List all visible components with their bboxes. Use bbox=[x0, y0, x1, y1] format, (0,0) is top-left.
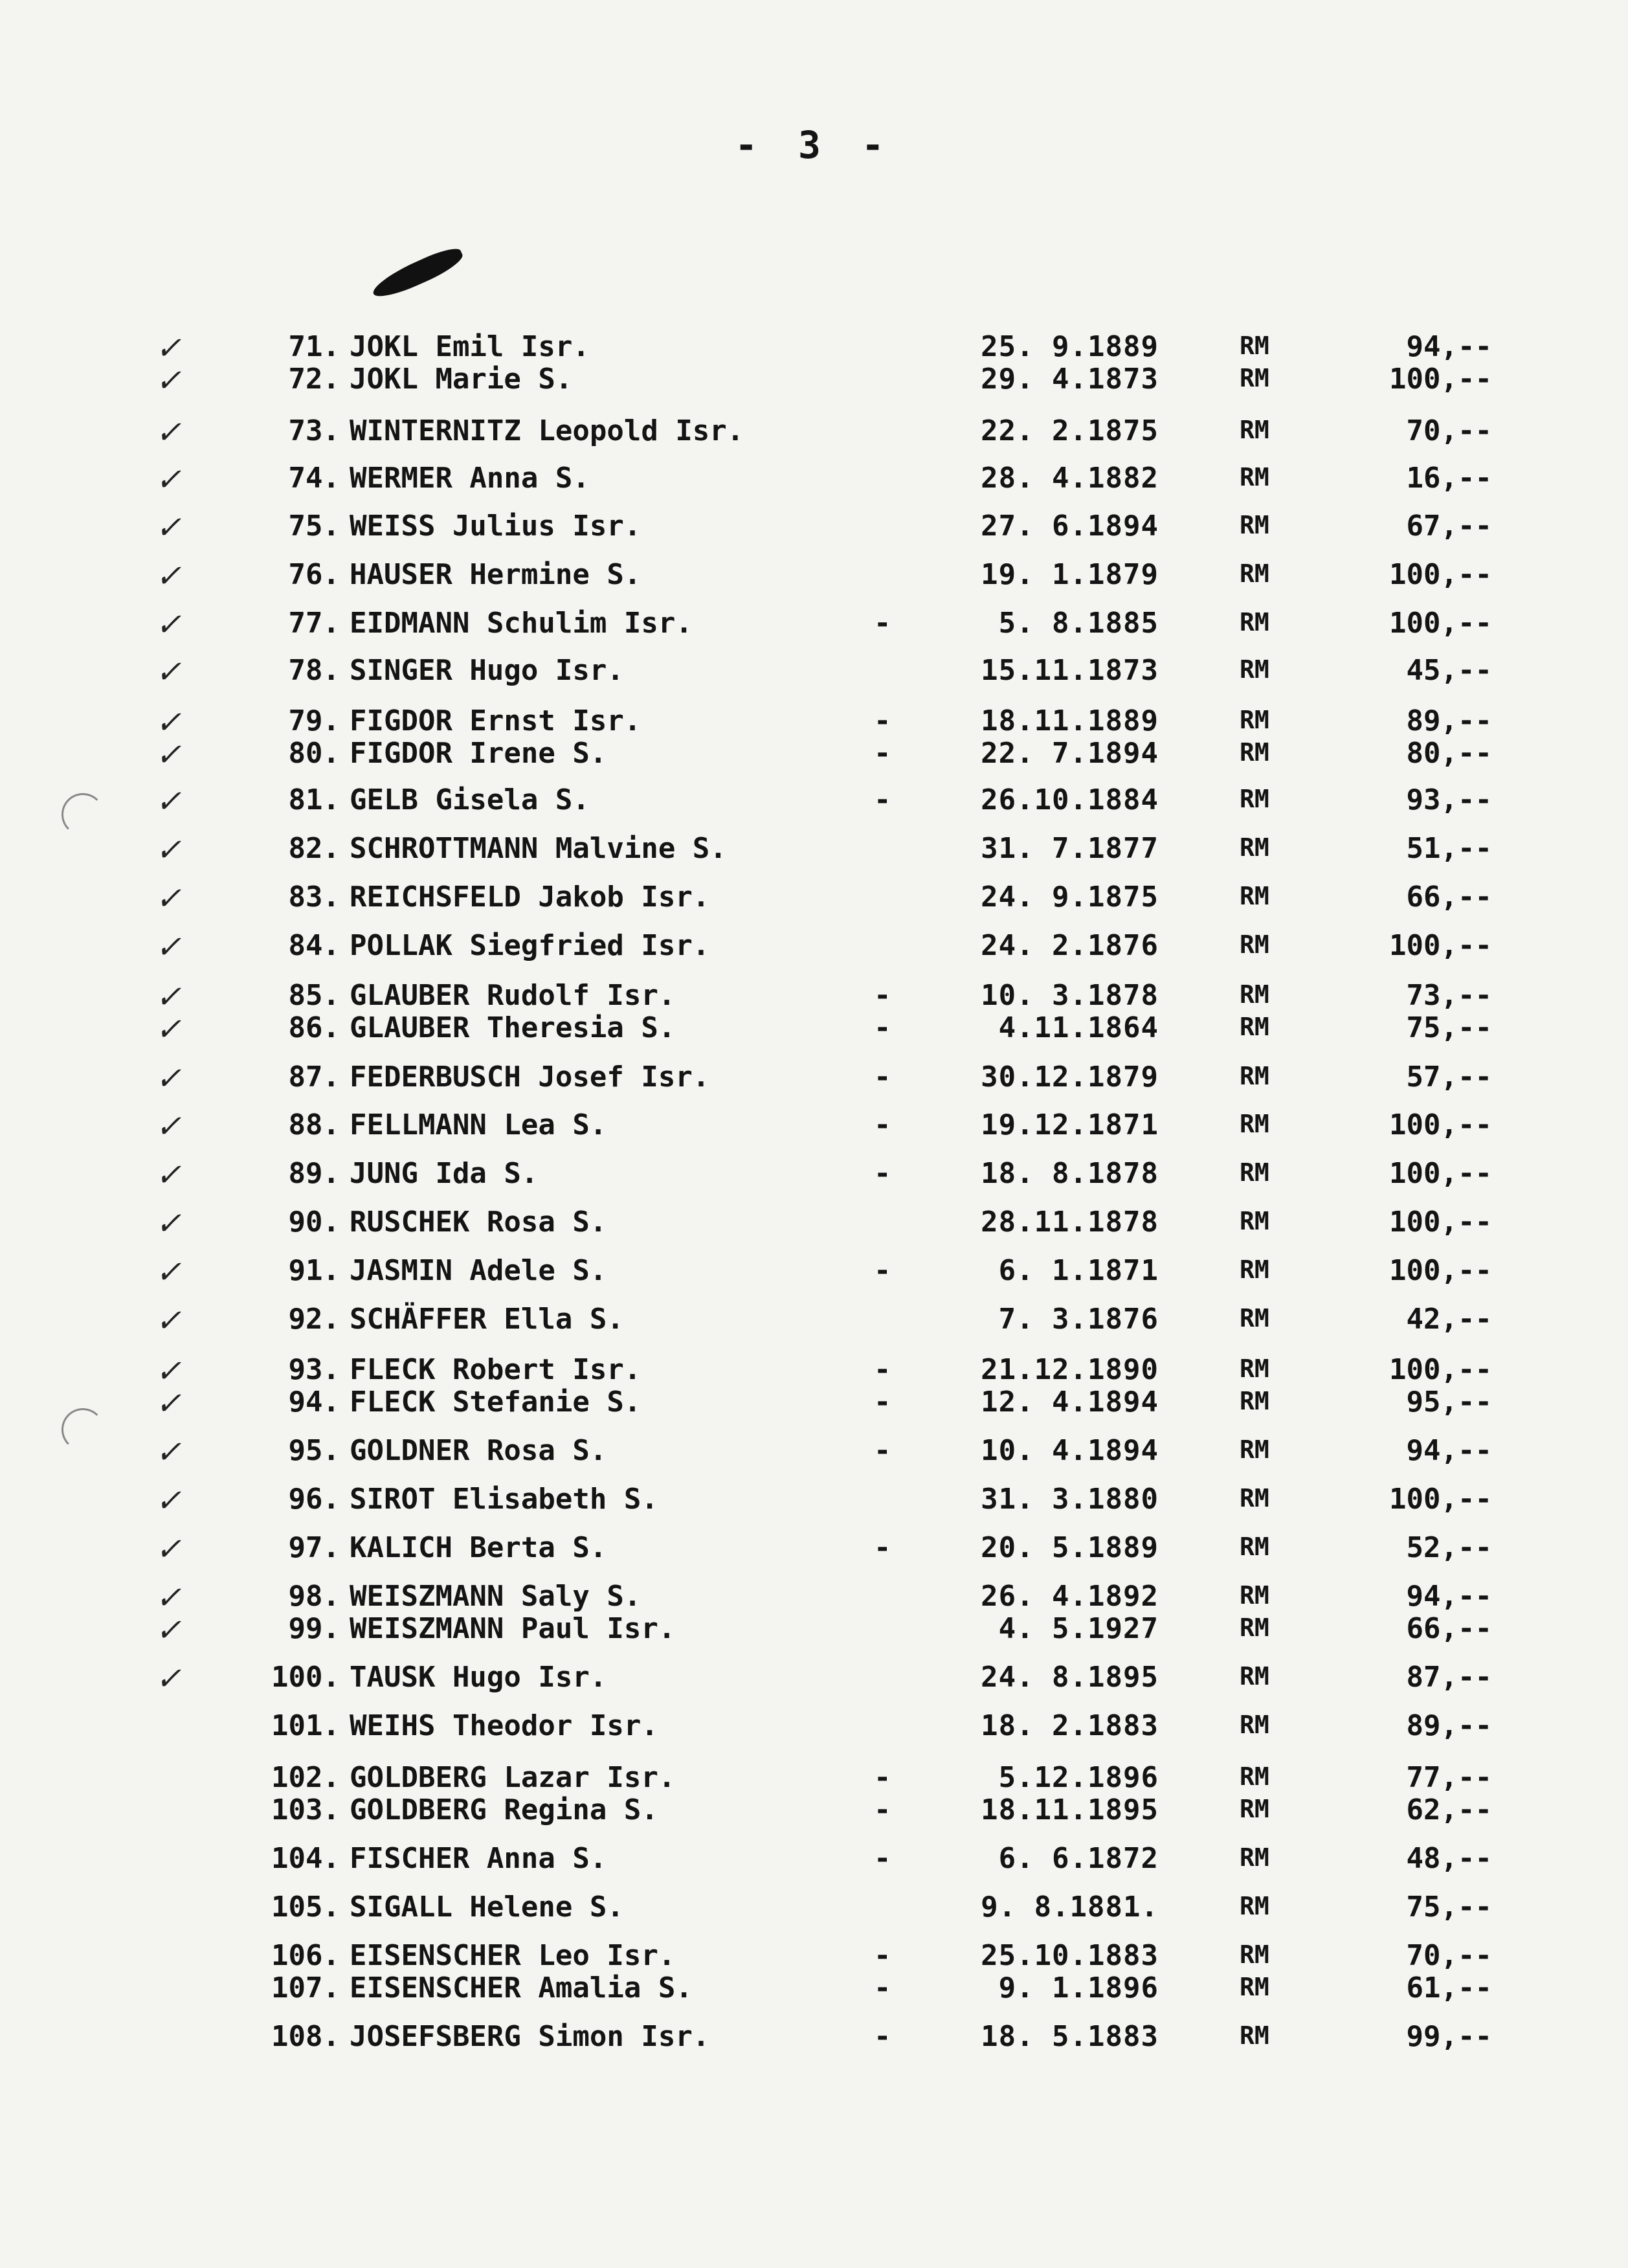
birth-date: 7. 3.1876 bbox=[998, 1303, 1159, 1336]
ledger-row bbox=[0, 1254, 1628, 1292]
check-mark: ✓ bbox=[155, 330, 182, 366]
currency-label: RM bbox=[1240, 1207, 1269, 1235]
currency-label: RM bbox=[1240, 1940, 1269, 1969]
currency-label: RM bbox=[1240, 2021, 1269, 2050]
birth-date: 12. 4.1894 bbox=[981, 1386, 1159, 1419]
birth-date: 18. 5.1883 bbox=[981, 2020, 1159, 2053]
currency-label: RM bbox=[1240, 1255, 1269, 1284]
birth-date: 24. 9.1875 bbox=[981, 881, 1159, 914]
entry-number: 82. bbox=[288, 832, 340, 865]
birth-date: 31. 3.1880 bbox=[981, 1483, 1159, 1516]
birth-date: 6. 6.1872 bbox=[998, 1842, 1159, 1875]
currency-label: RM bbox=[1240, 1892, 1269, 1920]
person-name: SIROT Elisabeth S. bbox=[350, 1483, 658, 1516]
currency-label: RM bbox=[1240, 1062, 1269, 1090]
entry-number: 99. bbox=[288, 1612, 340, 1645]
amount: 100,-- bbox=[1389, 1108, 1492, 1141]
currency-label: RM bbox=[1240, 1662, 1269, 1690]
person-name: GLAUBER Rudolf Isr. bbox=[350, 979, 676, 1012]
check-mark: ✓ bbox=[155, 414, 182, 451]
amount: 16,-- bbox=[1406, 462, 1492, 495]
birth-date: 4. 5.1927 bbox=[998, 1612, 1159, 1645]
birth-date: 25.10.1883 bbox=[981, 1939, 1159, 1972]
person-name: JASMIN Adele S. bbox=[350, 1254, 607, 1287]
person-name: WINTERNITZ Leopold Isr. bbox=[350, 414, 744, 447]
currency-label: RM bbox=[1240, 1013, 1269, 1041]
amount: 45,-- bbox=[1406, 654, 1492, 687]
entry-number: 105. bbox=[271, 1891, 340, 1924]
person-name: EISENSCHER Amalia S. bbox=[350, 1971, 693, 2004]
person-name: FISCHER Anna S. bbox=[350, 1842, 607, 1875]
margin-dash: - bbox=[874, 1842, 891, 1875]
person-name: JOKL Emil Isr. bbox=[350, 330, 590, 363]
entry-number: 88. bbox=[288, 1108, 340, 1141]
currency-label: RM bbox=[1240, 416, 1269, 444]
birth-date: 18.11.1889 bbox=[981, 704, 1159, 737]
person-name: GELB Gisela S. bbox=[350, 783, 590, 816]
birth-date: 5.12.1896 bbox=[998, 1761, 1159, 1794]
margin-dash: - bbox=[874, 607, 891, 640]
currency-label: RM bbox=[1240, 833, 1269, 862]
person-name: POLLAK Siegfried Isr. bbox=[350, 929, 710, 962]
amount: 77,-- bbox=[1406, 1761, 1492, 1794]
ledger-row bbox=[0, 558, 1628, 596]
entry-number: 86. bbox=[288, 1011, 340, 1044]
entry-number: 96. bbox=[288, 1483, 340, 1516]
entry-number: 74. bbox=[288, 462, 340, 495]
currency-label: RM bbox=[1240, 1613, 1269, 1642]
birth-date: 15.11.1873 bbox=[981, 654, 1159, 687]
margin-dash: - bbox=[874, 1761, 891, 1794]
ledger-row bbox=[0, 1661, 1628, 1698]
currency-label: RM bbox=[1240, 463, 1269, 491]
birth-date: 25. 9.1889 bbox=[981, 330, 1159, 363]
amount: 80,-- bbox=[1406, 737, 1492, 770]
margin-dash: - bbox=[874, 1353, 891, 1386]
amount: 42,-- bbox=[1406, 1303, 1492, 1336]
person-name: WEISS Julius Isr. bbox=[350, 510, 641, 543]
currency-label: RM bbox=[1240, 1762, 1269, 1791]
ledger-row bbox=[0, 1108, 1628, 1146]
ledger-row bbox=[0, 462, 1628, 499]
currency-label: RM bbox=[1240, 1795, 1269, 1823]
margin-dash: - bbox=[874, 979, 891, 1012]
person-name: WEISZMANN Saly S. bbox=[350, 1580, 641, 1613]
entry-number: 72. bbox=[288, 363, 340, 396]
ledger-row bbox=[0, 1709, 1628, 1747]
currency-label: RM bbox=[1240, 1110, 1269, 1138]
margin-dash: - bbox=[874, 737, 891, 770]
entry-number: 97. bbox=[288, 1531, 340, 1564]
margin-dash: - bbox=[874, 1011, 891, 1044]
ledger-row bbox=[0, 737, 1628, 774]
person-name: GOLDNER Rosa S. bbox=[350, 1434, 607, 1467]
person-name: WEISZMANN Paul Isr. bbox=[350, 1612, 676, 1645]
entry-number: 107. bbox=[271, 1971, 340, 2004]
ledger-row bbox=[0, 1612, 1628, 1650]
amount: 100,-- bbox=[1389, 1157, 1492, 1190]
check-mark: ✓ bbox=[155, 1303, 182, 1339]
check-mark: ✓ bbox=[155, 1011, 182, 1048]
person-name: SCHÄFFER Ella S. bbox=[350, 1303, 624, 1336]
page-number: - 3 - bbox=[735, 123, 893, 167]
check-mark: ✓ bbox=[155, 1157, 182, 1193]
person-name: JOSEFSBERG Simon Isr. bbox=[350, 2020, 710, 2053]
person-name: GOLDBERG Regina S. bbox=[350, 1793, 658, 1826]
ledger-row bbox=[0, 929, 1628, 967]
entry-number: 101. bbox=[271, 1709, 340, 1742]
birth-date: 4.11.1864 bbox=[998, 1011, 1159, 1044]
check-mark: ✓ bbox=[155, 1434, 182, 1470]
entry-number: 91. bbox=[288, 1254, 340, 1287]
check-mark: ✓ bbox=[155, 929, 182, 965]
check-mark: ✓ bbox=[155, 1531, 182, 1567]
currency-label: RM bbox=[1240, 882, 1269, 910]
amount: 66,-- bbox=[1406, 1612, 1492, 1645]
birth-date: 31. 7.1877 bbox=[981, 832, 1159, 865]
entry-number: 94. bbox=[288, 1386, 340, 1419]
amount: 100,-- bbox=[1389, 607, 1492, 640]
check-mark: ✓ bbox=[155, 832, 182, 868]
amount: 66,-- bbox=[1406, 881, 1492, 914]
birth-date: 18.11.1895 bbox=[981, 1793, 1159, 1826]
birth-date: 24. 8.1895 bbox=[981, 1661, 1159, 1694]
person-name: GLAUBER Theresia S. bbox=[350, 1011, 676, 1044]
amount: 48,-- bbox=[1406, 1842, 1492, 1875]
ink-blot bbox=[369, 243, 467, 303]
person-name: KALICH Berta S. bbox=[350, 1531, 607, 1564]
person-name: REICHSFELD Jakob Isr. bbox=[350, 881, 710, 914]
ledger-row bbox=[0, 1531, 1628, 1569]
amount: 94,-- bbox=[1406, 1434, 1492, 1467]
ledger-row bbox=[0, 510, 1628, 547]
check-mark: ✓ bbox=[155, 979, 182, 1015]
currency-label: RM bbox=[1240, 1304, 1269, 1332]
check-mark: ✓ bbox=[155, 1061, 182, 1097]
ledger-row bbox=[0, 363, 1628, 400]
person-name: GOLDBERG Lazar Isr. bbox=[350, 1761, 676, 1794]
birth-date: 20. 5.1889 bbox=[981, 1531, 1159, 1564]
margin-dash: - bbox=[874, 1386, 891, 1419]
margin-dash: - bbox=[874, 1434, 891, 1467]
person-name: SCHROTTMANN Malvine S. bbox=[350, 832, 727, 865]
person-name: WERMER Anna S. bbox=[350, 462, 590, 495]
birth-date: 28. 4.1882 bbox=[981, 462, 1159, 495]
currency-label: RM bbox=[1240, 1711, 1269, 1739]
amount: 94,-- bbox=[1406, 1580, 1492, 1613]
entry-number: 81. bbox=[288, 783, 340, 816]
ledger-row bbox=[0, 1206, 1628, 1243]
check-mark: ✓ bbox=[155, 607, 182, 643]
birth-date: 21.12.1890 bbox=[981, 1353, 1159, 1386]
person-name: FIGDOR Ernst Isr. bbox=[350, 704, 641, 737]
check-mark: ✓ bbox=[155, 654, 182, 690]
margin-dash: - bbox=[874, 1108, 891, 1141]
amount: 95,-- bbox=[1406, 1386, 1492, 1419]
ledger-row bbox=[0, 1842, 1628, 1880]
amount: 89,-- bbox=[1406, 704, 1492, 737]
currency-label: RM bbox=[1240, 608, 1269, 636]
currency-label: RM bbox=[1240, 706, 1269, 734]
margin-dash: - bbox=[874, 1971, 891, 2004]
amount: 73,-- bbox=[1406, 979, 1492, 1012]
check-mark: ✓ bbox=[155, 1580, 182, 1616]
currency-label: RM bbox=[1240, 1581, 1269, 1610]
check-mark: ✓ bbox=[155, 1612, 182, 1648]
check-mark: ✓ bbox=[155, 462, 182, 498]
ledger-row bbox=[0, 1157, 1628, 1195]
check-mark: ✓ bbox=[155, 363, 182, 399]
person-name: SIGALL Helene S. bbox=[350, 1891, 624, 1924]
amount: 52,-- bbox=[1406, 1531, 1492, 1564]
margin-dash: - bbox=[874, 2020, 891, 2053]
entry-number: 93. bbox=[288, 1353, 340, 1386]
amount: 67,-- bbox=[1406, 510, 1492, 543]
entry-number: 85. bbox=[288, 979, 340, 1012]
birth-date: 5. 8.1885 bbox=[998, 607, 1159, 640]
check-mark: ✓ bbox=[155, 1206, 182, 1242]
check-mark: ✓ bbox=[155, 881, 182, 917]
birth-date: 24. 2.1876 bbox=[981, 929, 1159, 962]
entry-number: 73. bbox=[288, 414, 340, 447]
currency-label: RM bbox=[1240, 559, 1269, 588]
amount: 61,-- bbox=[1406, 1971, 1492, 2004]
birth-date: 18. 8.1878 bbox=[981, 1157, 1159, 1190]
margin-dash: - bbox=[874, 783, 891, 816]
birth-date: 26. 4.1892 bbox=[981, 1580, 1159, 1613]
entry-number: 77. bbox=[288, 607, 340, 640]
currency-label: RM bbox=[1240, 511, 1269, 539]
birth-date: 10. 3.1878 bbox=[981, 979, 1159, 1012]
entry-number: 100. bbox=[271, 1661, 340, 1694]
person-name: FEDERBUSCH Josef Isr. bbox=[350, 1061, 710, 1094]
check-mark: ✓ bbox=[155, 737, 182, 773]
entry-number: 103. bbox=[271, 1793, 340, 1826]
currency-label: RM bbox=[1240, 785, 1269, 813]
check-mark: ✓ bbox=[155, 1254, 182, 1290]
currency-label: RM bbox=[1240, 930, 1269, 959]
amount: 89,-- bbox=[1406, 1709, 1492, 1742]
entry-number: 78. bbox=[288, 654, 340, 687]
entry-number: 84. bbox=[288, 929, 340, 962]
ledger-row bbox=[0, 783, 1628, 821]
amount: 100,-- bbox=[1389, 1254, 1492, 1287]
check-mark: ✓ bbox=[155, 1386, 182, 1422]
birth-date: 10. 4.1894 bbox=[981, 1434, 1159, 1467]
currency-label: RM bbox=[1240, 1843, 1269, 1872]
amount: 94,-- bbox=[1406, 330, 1492, 363]
entry-number: 102. bbox=[271, 1761, 340, 1794]
person-name: EISENSCHER Leo Isr. bbox=[350, 1939, 676, 1972]
ledger-row bbox=[0, 1061, 1628, 1098]
amount: 100,-- bbox=[1389, 1353, 1492, 1386]
person-name: WEIHS Theodor Isr. bbox=[350, 1709, 658, 1742]
birth-date: 28.11.1878 bbox=[981, 1206, 1159, 1239]
currency-label: RM bbox=[1240, 1387, 1269, 1415]
amount: 75,-- bbox=[1406, 1891, 1492, 1924]
amount: 99,-- bbox=[1406, 2020, 1492, 2053]
amount: 70,-- bbox=[1406, 1939, 1492, 1972]
person-name: RUSCHEK Rosa S. bbox=[350, 1206, 607, 1239]
currency-label: RM bbox=[1240, 655, 1269, 684]
currency-label: RM bbox=[1240, 1973, 1269, 2001]
amount: 62,-- bbox=[1406, 1793, 1492, 1826]
ledger-row bbox=[0, 1011, 1628, 1049]
person-name: FLECK Robert Isr. bbox=[350, 1353, 641, 1386]
entry-number: 92. bbox=[288, 1303, 340, 1336]
amount: 57,-- bbox=[1406, 1061, 1492, 1094]
person-name: JUNG Ida S. bbox=[350, 1157, 539, 1190]
check-mark: ✓ bbox=[155, 510, 182, 546]
ledger-row bbox=[0, 1386, 1628, 1423]
birth-date: 30.12.1879 bbox=[981, 1061, 1159, 1094]
entry-number: 79. bbox=[288, 704, 340, 737]
check-mark: ✓ bbox=[155, 558, 182, 594]
margin-dash: - bbox=[874, 1793, 891, 1826]
person-name: FLECK Stefanie S. bbox=[350, 1386, 641, 1419]
amount: 87,-- bbox=[1406, 1661, 1492, 1694]
currency-label: RM bbox=[1240, 738, 1269, 767]
person-name: FELLMANN Lea S. bbox=[350, 1108, 607, 1141]
entry-number: 75. bbox=[288, 510, 340, 543]
currency-label: RM bbox=[1240, 1354, 1269, 1383]
margin-dash: - bbox=[874, 1254, 891, 1287]
currency-label: RM bbox=[1240, 364, 1269, 392]
person-name: JOKL Marie S. bbox=[350, 363, 573, 396]
entry-number: 87. bbox=[288, 1061, 340, 1094]
amount: 75,-- bbox=[1406, 1011, 1492, 1044]
person-name: HAUSER Hermine S. bbox=[350, 558, 641, 591]
check-mark: ✓ bbox=[155, 1661, 182, 1697]
birth-date: 18. 2.1883 bbox=[981, 1709, 1159, 1742]
ledger-row bbox=[0, 607, 1628, 644]
birth-date: 29. 4.1873 bbox=[981, 363, 1159, 396]
currency-label: RM bbox=[1240, 1158, 1269, 1187]
amount: 51,-- bbox=[1406, 832, 1492, 865]
birth-date: 22. 2.1875 bbox=[981, 414, 1159, 447]
amount: 100,-- bbox=[1389, 929, 1492, 962]
ledger-row bbox=[0, 1971, 1628, 2009]
ledger-row bbox=[0, 1483, 1628, 1520]
margin-dash: - bbox=[874, 704, 891, 737]
amount: 100,-- bbox=[1389, 363, 1492, 396]
birth-date: 9. 8.1881. bbox=[981, 1891, 1159, 1924]
amount: 100,-- bbox=[1389, 1206, 1492, 1239]
birth-date: 19. 1.1879 bbox=[981, 558, 1159, 591]
check-mark: ✓ bbox=[155, 704, 182, 741]
amount: 70,-- bbox=[1406, 414, 1492, 447]
currency-label: RM bbox=[1240, 980, 1269, 1009]
amount: 100,-- bbox=[1389, 1483, 1492, 1516]
margin-dash: - bbox=[874, 1061, 891, 1094]
currency-label: RM bbox=[1240, 1484, 1269, 1512]
amount: 93,-- bbox=[1406, 783, 1492, 816]
currency-label: RM bbox=[1240, 1435, 1269, 1464]
ledger-row bbox=[0, 1793, 1628, 1831]
birth-date: 19.12.1871 bbox=[981, 1108, 1159, 1141]
entry-number: 76. bbox=[288, 558, 340, 591]
ledger-row bbox=[0, 2020, 1628, 2058]
person-name: EIDMANN Schulim Isr. bbox=[350, 607, 693, 640]
ledger-row bbox=[0, 1303, 1628, 1340]
ledger-row bbox=[0, 414, 1628, 452]
entry-number: 89. bbox=[288, 1157, 340, 1190]
person-name: FIGDOR Irene S. bbox=[350, 737, 607, 770]
check-mark: ✓ bbox=[155, 1483, 182, 1519]
currency-label: RM bbox=[1240, 1533, 1269, 1561]
margin-dash: - bbox=[874, 1531, 891, 1564]
ledger-row bbox=[0, 881, 1628, 918]
entry-number: 90. bbox=[288, 1206, 340, 1239]
entry-number: 108. bbox=[271, 2020, 340, 2053]
ledger-row bbox=[0, 1891, 1628, 1928]
ledger-row bbox=[0, 1434, 1628, 1472]
margin-dash: - bbox=[874, 1939, 891, 1972]
person-name: SINGER Hugo Isr. bbox=[350, 654, 624, 687]
entry-number: 95. bbox=[288, 1434, 340, 1467]
check-mark: ✓ bbox=[155, 1108, 182, 1145]
check-mark: ✓ bbox=[155, 1353, 182, 1389]
person-name: TAUSK Hugo Isr. bbox=[350, 1661, 607, 1694]
entry-number: 104. bbox=[271, 1842, 340, 1875]
birth-date: 6. 1.1871 bbox=[998, 1254, 1159, 1287]
birth-date: 9. 1.1896 bbox=[998, 1971, 1159, 2004]
margin-dash: - bbox=[874, 1157, 891, 1190]
amount: 100,-- bbox=[1389, 558, 1492, 591]
entry-number: 80. bbox=[288, 737, 340, 770]
entry-number: 98. bbox=[288, 1580, 340, 1613]
birth-date: 26.10.1884 bbox=[981, 783, 1159, 816]
entry-number: 106. bbox=[271, 1939, 340, 1972]
birth-date: 27. 6.1894 bbox=[981, 510, 1159, 543]
check-mark: ✓ bbox=[155, 783, 182, 820]
ledger-row bbox=[0, 832, 1628, 870]
ledger-row bbox=[0, 654, 1628, 691]
entry-number: 83. bbox=[288, 881, 340, 914]
currency-label: RM bbox=[1240, 331, 1269, 360]
birth-date: 22. 7.1894 bbox=[981, 737, 1159, 770]
entry-number: 71. bbox=[288, 330, 340, 363]
